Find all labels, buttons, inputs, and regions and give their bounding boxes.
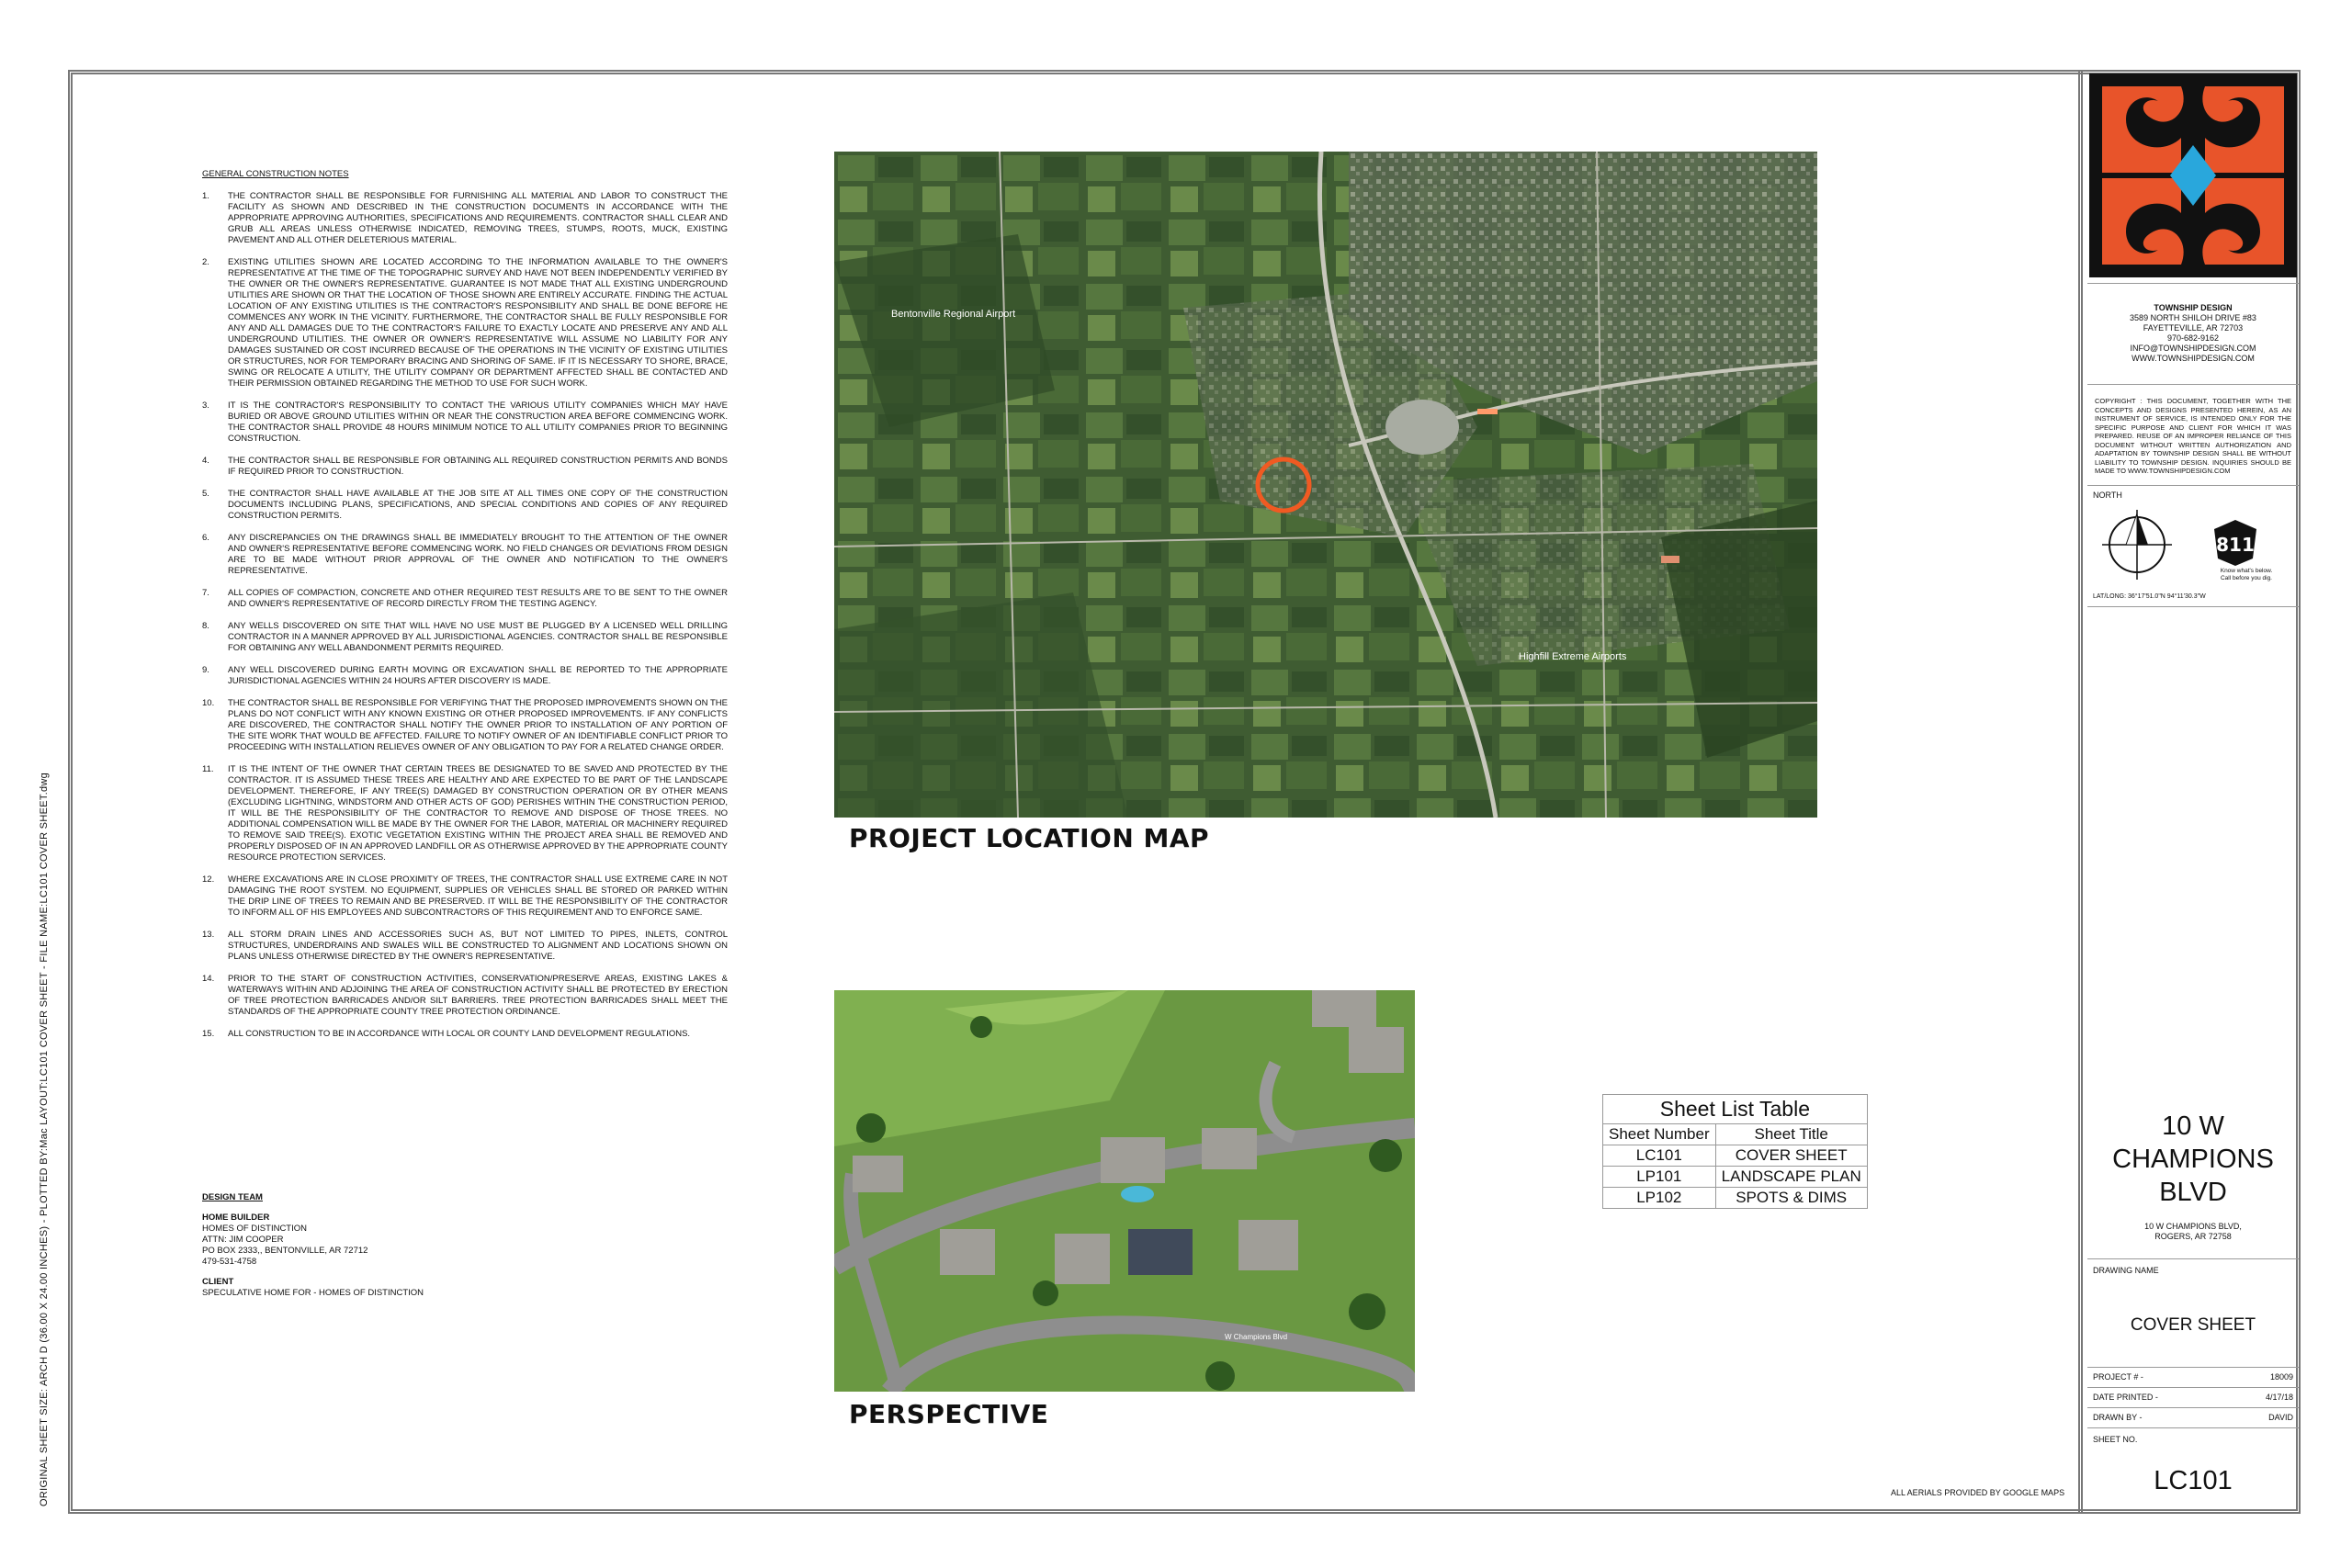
title-block-line bbox=[2087, 1407, 2299, 1408]
note-text: ANY DISCREPANCIES ON THE DRAWINGS SHALL BE IMMEDIATELY BROUGHT TO THE ATTENTION OF THE OWNER AND OWNER'S REPRESENTATIVE BEFORE COMMENCING WORK. NO FIELD CHANGES OR DEVIATIONS FROM DESIGN ARE TO BE MADE WITHOUT PRIOR APPROVAL OF THE OWNER AND NOTIFICATION TO THE OWNER'S REPRESENTATIVE. bbox=[228, 533, 728, 576]
project-name bbox=[2087, 1110, 2299, 1209]
note-number: 7. bbox=[202, 588, 209, 598]
note-item bbox=[202, 456, 728, 478]
title-block-divider bbox=[2078, 70, 2083, 1514]
note-text: ALL COPIES OF COMPACTION, CONCRETE AND OTHER REQUIRED TEST RESULTS ARE TO BE SENT TO THE OWNER AND OWNER'S REPRESENTATIVE OF RECORD DIRECTLY FROM THE TESTING AGENCY. bbox=[228, 588, 728, 609]
perspective-aerial-map bbox=[834, 990, 1415, 1392]
note-item bbox=[202, 764, 728, 863]
note-item bbox=[202, 698, 728, 753]
note-number: 9. bbox=[202, 665, 209, 675]
table-row bbox=[1603, 1188, 1868, 1209]
client-block bbox=[202, 1277, 570, 1299]
table-header-row bbox=[1603, 1124, 1868, 1145]
airport-label: Highfill Extreme Airports bbox=[1519, 651, 1627, 662]
firm-city: FAYETTEVILLE, AR 72703 bbox=[2143, 323, 2244, 333]
note-item bbox=[202, 489, 728, 522]
note-number: 13. bbox=[202, 930, 215, 940]
title-block-line bbox=[2087, 485, 2299, 486]
note-item bbox=[202, 257, 728, 389]
note-number: 8. bbox=[202, 621, 209, 631]
lat-long: LAT/LONG: 36°17'51.0"N 94°11'30.3"W bbox=[2093, 593, 2206, 600]
note-text: THE CONTRACTOR SHALL BE RESPONSIBLE FOR FURNISHING ALL MATERIAL AND LABOR TO CONSTRUCT THE FACILITY AS SHOWN AND DESCRIBED IN THE CONSTRUCTION DOCUMENTS IN ACCORDANCE WITH THE APPROPRIATE APPROVING AUTHORITIES, SPECIFICATIONS AND REQUIREMENTS. CONTRACTOR SHALL CLEAR AND GRUB ALL AREAS UNLESS OTHERWISE INDICATED, REMOVING TREES, STUMPS, ROOTS, MUCK, EXISTING PAVEMENT AND ALL OTHER DELETERIOUS MATERIAL. bbox=[228, 191, 728, 245]
client-line: SPECULATIVE HOME FOR - HOMES OF DISTINCTION bbox=[202, 1288, 424, 1298]
note-text: EXISTING UTILITIES SHOWN ARE LOCATED ACCORDING TO THE INFORMATION AVAILABLE TO THE OWNER'S REPRESENTATIVE AT THE TIME OF THE TOPOGRAPHIC SURVEY AND HAVE NOT BEEN INDEPENDENTLY VERIFIED BY THE OWNER OR THE OWNER'S REPRESENTATIVE. GUARANTEE IS NOT MADE THAT ALL EXISTING UNDERGROUND UTILITIES ARE SHOWN OR THAT THE LOCATION OF THOSE SHOWN ARE ENTIRELY ACCURATE. FINDING THE ACTUAL LOCATION OF ANY EXISTING UTILITIES IS THE CONTRACTOR'S RESPONSIBILITY AND SHALL BE DONE BEFORE HE COMMENCES ANY WORK IN THE VICINITY. FURTHERMORE, THE CONTRACTOR SHALL BE FULLY RESPONSIBLE FOR ANY AND ALL DAMAGES DUE TO THE CONTRACTOR'S FAILURE TO EXACTLY LOCATE AND PRESERVE ANY AND ALL UNDERGROUND UTILITIES. THE OWNER OR OWNER'S REPRESENTATIVE WILL ASSUME NO LIABILITY FOR ANY DAMAGES SUSTAINED OR COST INCURRED BECAUSE OF THE OPERATIONS IN THE VICINITY OF EXISTING UTILITIES OR STRUCTURES, NOR FOR TEMPORARY BRACING AND SHORING OF SAME. IF IT IS NECESSARY TO SHORE, BRACE, SWING OR RELOCATE A UTILITY, THE UTILITY COMPANY OR DEPARTMENT AFFECTED SHALL BE CONTACTED AND THEIR PERMISSION OBTAINED REGARDING THE METHOD TO USE FOR SUCH WORK. bbox=[228, 257, 728, 389]
project-name-line: CHAMPIONS bbox=[2112, 1145, 2274, 1174]
firm-address: 3589 NORTH SHILOH DRIVE #83 bbox=[2130, 313, 2256, 322]
table-row bbox=[1603, 1145, 1868, 1167]
sheet-number-label: SHEET NO. bbox=[2093, 1435, 2138, 1444]
sheet-list-table bbox=[1602, 1094, 1868, 1209]
plot-info-text: ORIGINAL SHEET SIZE: ARCH D (36.00 X 24.00 INCHES) - PLOTTED BY:Mac LAYOUT:LC101 COVER SHEET - FILE NAME:LC101 COVER SHEET.dwg bbox=[39, 772, 50, 1506]
project-name-line: 10 W bbox=[2162, 1111, 2224, 1141]
title-block-line bbox=[2087, 606, 2299, 607]
north-arrow-icon bbox=[2100, 508, 2174, 581]
notes-title: GENERAL CONSTRUCTION NOTES bbox=[202, 169, 349, 179]
column-header: Sheet Title bbox=[1715, 1124, 1867, 1145]
note-text: ALL STORM DRAIN LINES AND ACCESSORIES SUCH AS, BUT NOT LIMITED TO PIPES, INLETS, CONTROL STRUCTURES, UNDERDRAINS AND SWALES WILL BE CONSTRUCTED TO ALIGNMENT AND LOCATIONS SHOWN ON PLANS UNLESS OTHERWISE DIRECTED BY THE OWNER'S REPRESENTATIVE. bbox=[228, 930, 728, 962]
note-text: ALL CONSTRUCTION TO BE IN ACCORDANCE WITH LOCAL OR COUNTY LAND DEVELOPMENT REGULATIONS. bbox=[228, 1029, 691, 1039]
project-address-line: ROGERS, AR 72758 bbox=[2154, 1232, 2232, 1241]
town-label: Bentonville Regional Airport bbox=[891, 309, 1016, 320]
sheet-number-cell: LP101 bbox=[1603, 1167, 1716, 1188]
project-address-line: 10 W CHAMPIONS BLVD, bbox=[2144, 1222, 2242, 1231]
firm-info bbox=[2087, 303, 2299, 364]
note-number: 11. bbox=[202, 764, 214, 774]
sheet-number-cell: LC101 bbox=[1603, 1145, 1716, 1167]
table-row bbox=[1603, 1167, 1868, 1188]
project-number-row bbox=[2093, 1372, 2293, 1382]
drawing-name: COVER SHEET bbox=[2130, 1315, 2256, 1335]
date-printed-value: 4/17/18 bbox=[2265, 1393, 2293, 1402]
firm-phone: 970-682-9162 bbox=[2166, 333, 2220, 343]
note-item bbox=[202, 533, 728, 577]
title-block-line bbox=[2087, 1427, 2299, 1428]
design-team-title: DESIGN TEAM bbox=[202, 1192, 263, 1202]
title-block-line bbox=[2087, 283, 2299, 284]
note-item bbox=[202, 400, 728, 445]
logo-icon bbox=[2089, 73, 2297, 277]
note-number: 4. bbox=[202, 456, 209, 466]
note-number: 2. bbox=[202, 257, 209, 267]
aerials-credit: ALL AERIALS PROVIDED BY GOOGLE MAPS bbox=[1891, 1488, 2065, 1497]
drawn-by-label: DRAWN BY - bbox=[2093, 1413, 2143, 1422]
note-item bbox=[202, 665, 728, 687]
note-text: ANY WELLS DISCOVERED ON SITE THAT WILL HAVE NO USE MUST BE PLUGGED BY A LICENSED WELL DRILLING CONTRACTOR IN A MANNER APPROVED BY ALL JURISDICTIONAL AGENCIES. CONTRACTOR SHALL BE RESPONSIBLE FOR OBTAINING ANY WELL ABANDONMENT PERMITS REQUIRED. bbox=[228, 621, 728, 653]
title-block-line bbox=[2087, 1258, 2299, 1259]
note-number: 5. bbox=[202, 489, 209, 499]
sheet-number: LC101 bbox=[2154, 1466, 2233, 1495]
note-text: THE CONTRACTOR SHALL BE RESPONSIBLE FOR OBTAINING ALL REQUIRED CONSTRUCTION PERMITS AND BONDS IF REQUIRED PRIOR TO CONSTRUCTION. bbox=[228, 456, 728, 477]
note-item bbox=[202, 874, 728, 919]
title-block-line bbox=[2087, 384, 2299, 385]
sheet-title-cell: SPOTS & DIMS bbox=[1715, 1188, 1867, 1209]
client-label: CLIENT bbox=[202, 1277, 234, 1287]
note-item bbox=[202, 588, 728, 610]
general-construction-notes bbox=[202, 169, 728, 1051]
logo-811-text: 811 bbox=[2216, 534, 2255, 556]
perspective-imagery bbox=[834, 990, 1415, 1392]
note-number: 1. bbox=[202, 191, 209, 201]
note-number: 12. bbox=[202, 874, 215, 885]
home-builder-line: 479-531-4758 bbox=[202, 1257, 257, 1267]
perspective-title: PERSPECTIVE bbox=[849, 1399, 1049, 1429]
location-map-imagery bbox=[834, 152, 1817, 818]
north-label: NORTH bbox=[2093, 491, 2122, 500]
column-header: Sheet Number bbox=[1603, 1124, 1716, 1145]
design-team bbox=[202, 1192, 570, 1308]
home-builder-line: ATTN: JIM COOPER bbox=[202, 1235, 284, 1245]
note-text: WHERE EXCAVATIONS ARE IN CLOSE PROXIMITY OF TREES, THE CONTRACTOR SHALL USE EXTREME CARE IN NOT DAMAGING THE ROOT SYSTEM. NO EQUIPMENT, SUPPLIES OR VEHICLES SHALL BE STORED OR PARKED WITHIN THE DRIP LINE OF TREES TO REMAIN AND BE PRESERVED. IT WILL BE THE RESPONSIBILITY OF THE CONTRACTOR TO INFORM ALL OF HIS EMPLOYEES AND SUBCONTRACTORS OF THIS REQUIREMENT AND TO ENFORCE SAME. bbox=[228, 874, 728, 918]
project-address bbox=[2087, 1222, 2299, 1242]
note-number: 6. bbox=[202, 533, 209, 543]
project-location-aerial-map bbox=[834, 152, 1817, 818]
drawn-by-row bbox=[2093, 1413, 2293, 1422]
title-block-line bbox=[2087, 1387, 2299, 1388]
project-number-value: 18009 bbox=[2269, 1372, 2293, 1382]
street-label: W Champions Blvd bbox=[1225, 1333, 1288, 1341]
note-number: 10. bbox=[202, 698, 215, 708]
know-text-line: Call before you dig. bbox=[2220, 575, 2272, 581]
home-builder-label: HOME BUILDER bbox=[202, 1213, 270, 1223]
sheet-table-title: Sheet List Table bbox=[1602, 1094, 1868, 1123]
sheet-title-cell: COVER SHEET bbox=[1715, 1145, 1867, 1167]
note-text: IT IS THE INTENT OF THE OWNER THAT CERTAIN TREES BE DESIGNATED TO BE SAVED AND PROTECTED BY THE CONTRACTOR. IT IS ASSUMED THESE TREES ARE HEALTHY AND ARE EXPECTED TO BE PART OF THE LANDSCAPE DEVELOPMENT. THEREFORE, IF ANY TREE(S) DAMAGED BY CONSTRUCTION OPERATION OR BY OTHER MEANS (EXCLUDING LIGHTNING, WINDSTORM AND OTHER ACTS OF GOD) PERISHES WITHIN THE CONSTRUCTION PERIOD, IT WILL BE THE RESPONSIBILITY OF THE CONTRACTOR TO REMOVE AND DISPOSE OF THOSE TREES. NO ADDITIONAL COMPENSATION WILL BE MADE BY THE OWNER FOR THE LABOR, MATERIAL OR MACHINERY REQUIRED TO REMOVE SAID TREE(S). EXOTIC VEGETATION EXISTING WITHIN THE PROJECT AREA SHALL BE REMOVED AND PROPERLY DISPOSED OF IN AN APPROVED LANDFILL OR AS OTHERWISE APPROVED BY THE APPROPRIATE COUNTY RESOURCE PROTECTION SERVICES. bbox=[228, 764, 728, 863]
sheet-title-cell: LANDSCAPE PLAN bbox=[1715, 1167, 1867, 1188]
firm-website: WWW.TOWNSHIPDESIGN.COM bbox=[2132, 354, 2255, 363]
firm-name: TOWNSHIP DESIGN bbox=[2154, 303, 2233, 312]
note-text: THE CONTRACTOR SHALL HAVE AVAILABLE AT THE JOB SITE AT ALL TIMES ONE COPY OF THE CONSTRUCTION DOCUMENTS INCLUDING PLANS, SPECIFICATIONS, AND SPECIAL CONDITIONS AND COPIES OF ANY REQUIRED CONSTRUCTION PERMITS. bbox=[228, 489, 728, 521]
note-item bbox=[202, 191, 728, 246]
know-text-line: Know what's below. bbox=[2220, 568, 2273, 574]
sheet-number-cell: LP102 bbox=[1603, 1188, 1716, 1209]
firm-email: INFO@TOWNSHIPDESIGN.COM bbox=[2130, 344, 2256, 353]
home-builder-line: HOMES OF DISTINCTION bbox=[202, 1224, 307, 1234]
note-item bbox=[202, 621, 728, 654]
title-block-line bbox=[2087, 1367, 2299, 1368]
know-whats-below-text bbox=[2201, 568, 2291, 582]
note-text: IT IS THE CONTRACTOR'S RESPONSIBILITY TO CONTACT THE VARIOUS UTILITY COMPANIES WHICH MAY HAVE BURIED OR ABOVE GROUND UTILITIES WITHIN OR NEAR THE CONSTRUCTION AREA BEFORE COMMENCING WORK. THE CONTRACTOR SHALL PROVIDE 48 HOURS MINIMUM NOTICE TO ALL UTILITY COMPANIES PRIOR TO BEGINNING CONSTRUCTION. bbox=[228, 400, 728, 444]
note-item bbox=[202, 1029, 728, 1040]
township-design-logo bbox=[2089, 73, 2297, 277]
drawing-name-label: DRAWING NAME bbox=[2093, 1266, 2159, 1275]
note-item bbox=[202, 974, 728, 1018]
notes-list bbox=[202, 191, 728, 1040]
date-printed-label: DATE PRINTED - bbox=[2093, 1393, 2158, 1402]
location-map-title: PROJECT LOCATION MAP bbox=[849, 823, 1210, 853]
project-name-line: BLVD bbox=[2159, 1178, 2227, 1207]
call-811-logo bbox=[2209, 518, 2262, 568]
note-number: 15. bbox=[202, 1029, 215, 1039]
note-number: 14. bbox=[202, 974, 215, 984]
project-number-label: PROJECT # - bbox=[2093, 1372, 2143, 1382]
note-item bbox=[202, 930, 728, 963]
home-builder-line: PO BOX 2333,, BENTONVILLE, AR 72712 bbox=[202, 1246, 368, 1256]
note-text: THE CONTRACTOR SHALL BE RESPONSIBLE FOR VERIFYING THAT THE PROPOSED IMPROVEMENTS SHOWN ON THE PLANS DO NOT CONFLICT WITH ANY KNOWN EXISTING OR OTHER PROPOSED IMPROVEMENTS. IF ANY CONFLICTS ARE DISCOVERED, THE CONTRACTOR SHALL NOTIFY THE OWNER PRIOR TO INSTALLATION OF ANY PORTION OF THE SITE WORK THAT WOULD BE AFFECTED. FAILURE TO NOTIFY OWNER OF AN IDENTIFIABLE CONFLICT PRIOR TO PROCEEDING WITH INSTALLATION RELIEVES OWNER OF ANY OBLIGATION TO PAY FOR A RELATED CHANGE ORDER. bbox=[228, 698, 728, 752]
note-text: ANY WELL DISCOVERED DURING EARTH MOVING OR EXCAVATION SHALL BE REPORTED TO THE APPROPRIATE JURISDICTIONAL AGENCIES WITHIN 24 HOURS AFTER DISCOVERY IS MADE. bbox=[228, 665, 728, 686]
home-builder-block bbox=[202, 1213, 570, 1268]
note-text: PRIOR TO THE START OF CONSTRUCTION ACTIVITIES, CONSERVATION/PRESERVE AREAS, EXISTING LAKES & WATERWAYS WITHIN AND ADJOINING THE AREA OF CONSTRUCTION ACTIVITY SHALL BE PROTECTED BY ERECTION OF TREE PROTECTION BARRICADES AND/OR SILT BARRIERS. TREE PROTECTION BARRICADES SHALL MEET THE STANDARDS OF THE APPROPRIATE COUNTY TREE PROTECTION ORDINANCE. bbox=[228, 974, 728, 1017]
date-printed-row bbox=[2093, 1393, 2293, 1402]
drawn-by-value: DAVID bbox=[2268, 1413, 2293, 1422]
copyright-notice: COPYRIGHT : THIS DOCUMENT, TOGETHER WITH THE CONCEPTS AND DESIGNS PRESENTED HEREIN, AS AN INSTRUMENT OF SERVICE, IS INTENDED ONLY FOR THE SPECIFIC PURPOSE AND CLIENT FOR WHICH IT WAS PREPARED. REUSE OF AN IMPROPER RELIANCE OF THIS DOCUMENT WITHOUT WRITTEN AUTHORIZATION AND ADAPTATION BY TOWNSHIP DESIGN SHALL BE WITHOUT LIABILITY TO TOWNSHIP DESIGN. INQUIRIES SHOULD BE MADE TO WWW.TOWNSHIPDESIGN.COM bbox=[2095, 397, 2291, 475]
note-number: 3. bbox=[202, 400, 209, 411]
